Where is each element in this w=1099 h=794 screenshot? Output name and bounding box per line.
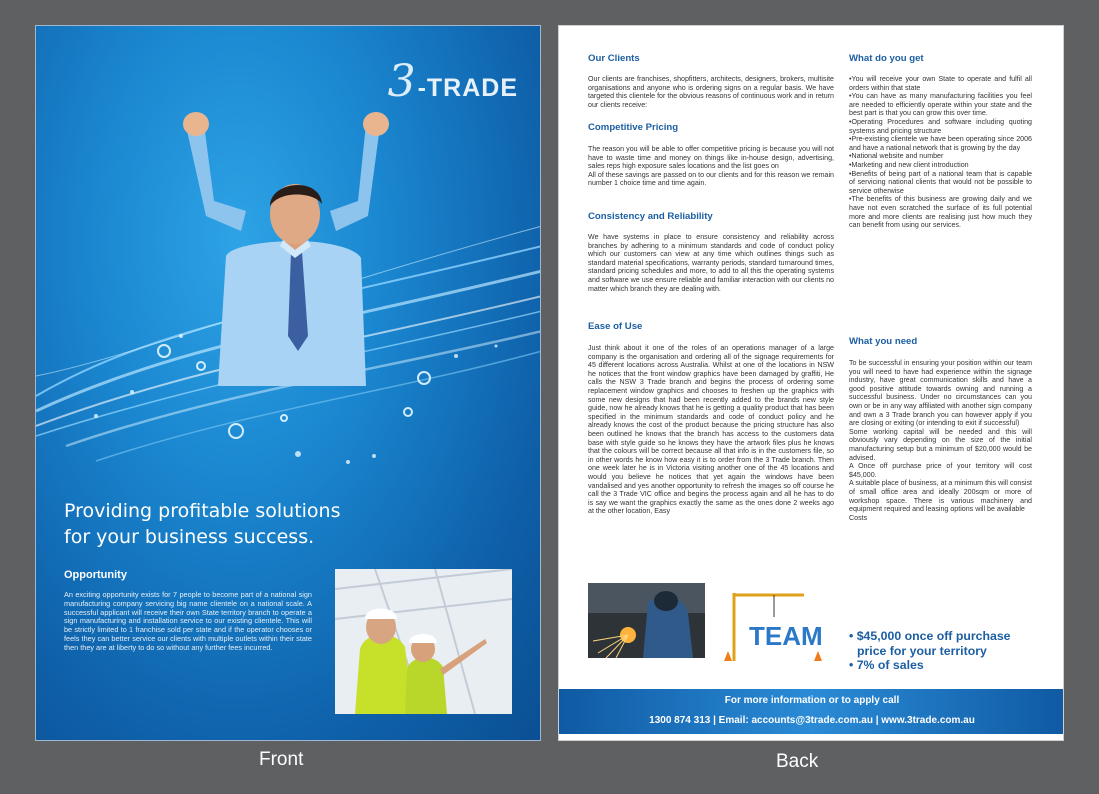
- consistency-heading: Consistency and Reliability: [588, 211, 713, 222]
- ease-of-use-heading: Ease of Use: [588, 321, 643, 332]
- team-sign-text: TEAM: [749, 621, 823, 651]
- logo-text: -TRADE: [417, 74, 518, 102]
- ease-of-use-paragraph: Just think about it one of the roles of an operations manager of a large company is the organisation and ordering all of the signage requirements for 45 different locations across Australia. Whilst at one of the locations in NSW he notices that the front window graphics have been damaged by graffiti, He calls the NSW 3 Trade branch and begins the process of ordering some replacement window graphics and chooses to freshen up the graphics with some new designs that had been recently added to the brands new style guide, now he already knows that he is getting a quality product that has been specified in the minimum standards and code of conduct policy and he already knows the cost of the product because the pricing structure has also been outlined he knows that the branch has access to the customers data base with style guide so he knows they have the artwork files plus he knows that the colours will be correct because all that info is in the customers file, so in other words he know how easy it is to order from the 3 Trade branch. Then one week later he is in Victoria visiting another one of the 45 locations and would you believe he notices that yet again the windows have been vandalised and yes another opportunity to refresh the images so off course he call the 3 Trade VIC office and begins the process again and all he has to do is say we want the graphics exactly the same as the ones done 2 weeks ago at the other location, Easy: [588, 344, 834, 516]
- tagline-line-2: for your business success.: [64, 526, 315, 548]
- logo-digit: 3: [387, 56, 416, 107]
- workers-photo: [335, 569, 512, 714]
- contact-footer: [559, 689, 1064, 734]
- back-caption: Back: [776, 751, 819, 772]
- tagline-line-1: Providing profitable solutions: [64, 500, 341, 522]
- key-points: [849, 629, 1011, 673]
- footer-call-text: For more information or to apply call: [724, 695, 900, 706]
- our-clients-paragraph: Our clients are franchises, shopfitters, architects, designers, brokers, multisite organisations and anyone who is ordering signs on a regular basis. We have targeted this clientele for the obvious reasons of continuous work and in return our clients receive:: [588, 75, 834, 109]
- key-point-price-line2: price for your territory: [857, 643, 987, 658]
- what-you-get-heading: What do you get: [849, 53, 924, 64]
- back-panel: [558, 25, 1064, 741]
- what-you-need-paragraph: To be successful in ensuring your position within our team you will need to have had experience within the signage industry, have great communication skills and have a good positive attitude towards owning and running a successful business. Under no circumstances can you own or be in any way affiliated with another sign company and own a 3 Trade branch you can however apply if you are closing or exiting (or intending to exit if successful) Some working capital will be needed and this will obviously vary depending on the size of the initial manufacturing setup but a minimum of $20,000 would be advised. A Once off purchase price of your territory will cost $45,000. A suitable place of business, at a minimum this will consist of small office area and ideally 200sqm or more of workshop space. There is various machinery and equipment required and leasing options will be available Costs: [849, 359, 1032, 522]
- our-clients-heading: Our Clients: [588, 53, 640, 64]
- competitive-pricing-paragraph: The reason you will be able to offer competitive pricing is because you will not have to waste time and money on things like in-house design, advertising, sales reps high exposure sales locations and the list goes on All of these savings are passed on to our clients and for this reason we remain number 1 choice time and time again.: [588, 145, 834, 188]
- welder-photo: [588, 583, 705, 658]
- what-you-need-heading: What you need: [849, 336, 918, 347]
- company-logo: [387, 56, 518, 107]
- opportunity-heading: Opportunity: [64, 569, 127, 581]
- opportunity-paragraph: An exciting opportunity exists for 7 people to become part of a national sign manufacturing company servicing big name clientele on a national scale. A successful applicant will receive their own State territory branch to operate a sign manufacturing and installation service to our existing clientele. This will be strictly limited to 1 franchise sold per state and if the operator chooses or feels they can better service our clients with multiple outlets within their state then they are at liberty to do so without any further fees incurred.: [64, 590, 312, 652]
- footer-contact-details: 1300 874 313 | Email: accounts@3trade.com.au | www.3trade.com.au: [649, 715, 975, 726]
- tagline: [64, 498, 504, 550]
- front-panel: [35, 25, 541, 741]
- consistency-paragraph: We have systems in place to ensure consistency and reliability across branches by adhering to a minimum standards and code of conduct policy which our customers can view at any time which outlines things such as standard material specifications, warranty periods, standard turnaround times, standard pricing schedules and more, to add to all this the operating systems and software we use ensure reliable and familiar interaction with our clients no matter which branch they are dealing with.: [588, 233, 834, 293]
- key-point-sales: • 7% of sales: [849, 658, 924, 672]
- front-caption: Front: [259, 749, 304, 770]
- key-point-price-line1: • $45,000 once off purchase: [849, 629, 1011, 643]
- what-you-get-list: •You will receive your own State to operate and fulfil all orders within that state •You can have as many manufacturing facilities you feel are needed to efficiently operate within your state and the best part is that you can grow this over time. •Operating Procedures and software including quoting systems and pricing structure •Pre-existing clientele we have been operating since 2006 and have a national network that is growing by the day •National website and number •Marketing and new client introduction •Benefits of being part of a national team that is capable of servicing national clients that would not be possible to service otherwise •The benefits of this business are growing daily and we have not even scratched the surface of its full potential more and more clients are realising just how much they can benefit from using our services.: [849, 75, 1032, 230]
- competitive-pricing-heading: Competitive Pricing: [588, 122, 679, 133]
- team-crane-image: [714, 583, 831, 661]
